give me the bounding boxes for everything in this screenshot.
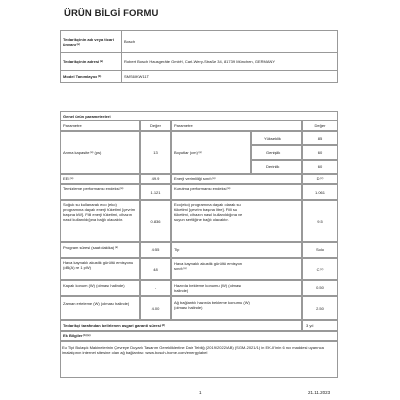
eei-label: EEI $^{(a)}$ <box>63 176 74 181</box>
type-label: Tip <box>174 247 180 252</box>
model-value: SMS6IKW11T <box>122 71 338 83</box>
supplier-table <box>60 30 338 83</box>
noise-class-label: Hava kaynaklı akustik gürültü emisyon sınıfı $^{(a)}$ <box>174 261 243 271</box>
off-mode-label: Kapalı konum (W) (olması halinde) <box>63 283 125 288</box>
standby-label: Hazırda bekleme konumu (W) (olması halinde) <box>174 283 242 293</box>
page-number: 1 <box>199 390 202 395</box>
warranty-value: 3 yıl <box>306 323 314 328</box>
energy-class-label: Enerji verimliliği sınıfı $^{(a)}$ <box>174 176 216 181</box>
water-consumption-value: 9.5 <box>317 219 323 224</box>
dimensions-label: Boyutlar (cm) $^{(a)}$ <box>174 150 202 155</box>
capacity-label: Anma kapasite $^{(a)}$ (ps) <box>63 150 102 155</box>
supplier-name-label: Tedarikçinin adı veya ticari ünvanı $^{(a)}$ <box>61 31 122 53</box>
document-date: 21.11.2023 <box>308 390 331 395</box>
networked-standby-label: Ağ bağlantılı hazırda bekleme konumu (W) (olması halinde) <box>174 300 250 310</box>
noise-emission-value: 48 <box>153 267 158 272</box>
energy-class-value: D $^{(c)}$ <box>316 176 324 181</box>
warranty-label: Tedarikçi tarafından belirlenen asgari garanti süresi $^{(d)}$ <box>63 323 166 328</box>
water-consumption-label: Eco(eko) programına dayalı olarak su tüketimi [çevrim başına litre]. Fiili su tüketimi, cihazın nasıl kullanıldığına ve suyun sertliğine bağlı olacaktır. <box>174 202 243 222</box>
delay-start-label: Zaman erteleme (W) (olması halinde) <box>63 301 130 306</box>
program-duration-value: 4:55 <box>151 247 160 252</box>
energy-consumption-value: 0.836 <box>150 219 161 224</box>
width-value: 60 <box>317 150 323 155</box>
model-label: Model Tanımlayıcı $^{(b)}$ <box>61 71 122 83</box>
col-header-value-left: Değer <box>150 123 161 128</box>
cleaning-index-label: Temizleme performansı endeksi $^{(a)}$ <box>63 186 124 191</box>
standby-value: 0.50 <box>316 285 324 290</box>
noise-class-value: C $^{(c)}$ <box>316 267 324 272</box>
type-value: Solo <box>315 247 324 252</box>
noise-emission-label: Hava kaynaklı akustik gürültü emisyonu (dB(A) re 1 pW) <box>63 260 134 270</box>
delay-start-value: 4.00 <box>151 306 160 311</box>
col-header-param-left: Parametre <box>63 123 82 128</box>
col-header-param-right: Parametre <box>174 123 193 128</box>
off-mode-value: - <box>154 285 157 290</box>
supplier-address-label: Tedarikçinin adresi $^{(a)}$ <box>61 53 122 71</box>
supplier-name-value: Bosch <box>122 31 338 53</box>
height-value: 85 <box>317 136 323 141</box>
height-label: Yükseklik <box>264 136 281 141</box>
drying-index-label: Kurutma performansı endeksi $^{(a)}$ <box>174 186 231 191</box>
drying-index-value: 1.061 <box>314 190 325 195</box>
depth-value: 60 <box>317 164 323 169</box>
capacity-value: 13 <box>153 150 158 155</box>
program-duration-label: Program süresi (saat:dakika) $^{(a)}$ <box>63 245 119 250</box>
extra-info-text: Eu Tipi Bulaşık Makinelerinin Çevreye Duyarlı Tasarım Gereklikleriine Dair Tebliğ (2019/2022/AB) (SGM-2021/1) in EK-II'inin 6 ncı maddesi uyarınca imalatçının internet sitesine olan ağ bağlantısı: www.bosch-home.com/energylabel <box>62 345 324 355</box>
parameter-grid <box>60 120 338 347</box>
networked-standby-value: 2.50 <box>316 306 324 311</box>
depth-label: Derinlik <box>266 164 280 169</box>
eei-value: 49.9 <box>151 176 160 181</box>
page-title: ÜRÜN BİLGİ FORMU <box>64 8 159 19</box>
width-label: Genişlik <box>266 150 281 155</box>
col-header-value-right: Değer <box>314 123 326 128</box>
supplier-address-value: Robert Bosch Hausgeräte GmbH, Carl-Wery-Straße 34, 81739 München, GERMANY <box>122 53 338 71</box>
energy-consumption-label: Soğuk su kullanarak eco (eko) programına dayalı enerji tüketimi [çevrim başına kW]. Fiili enerji tüketimi, cihazın nasıl kullanıldığına bağlı olacaktır. <box>63 202 136 222</box>
section-general-title: Genel ürün parametreleri <box>61 112 338 121</box>
extra-info-label: Ek Bilgiler $^{(b) (e)}$ <box>63 333 91 338</box>
cleaning-index-value: 1.121 <box>150 190 161 195</box>
